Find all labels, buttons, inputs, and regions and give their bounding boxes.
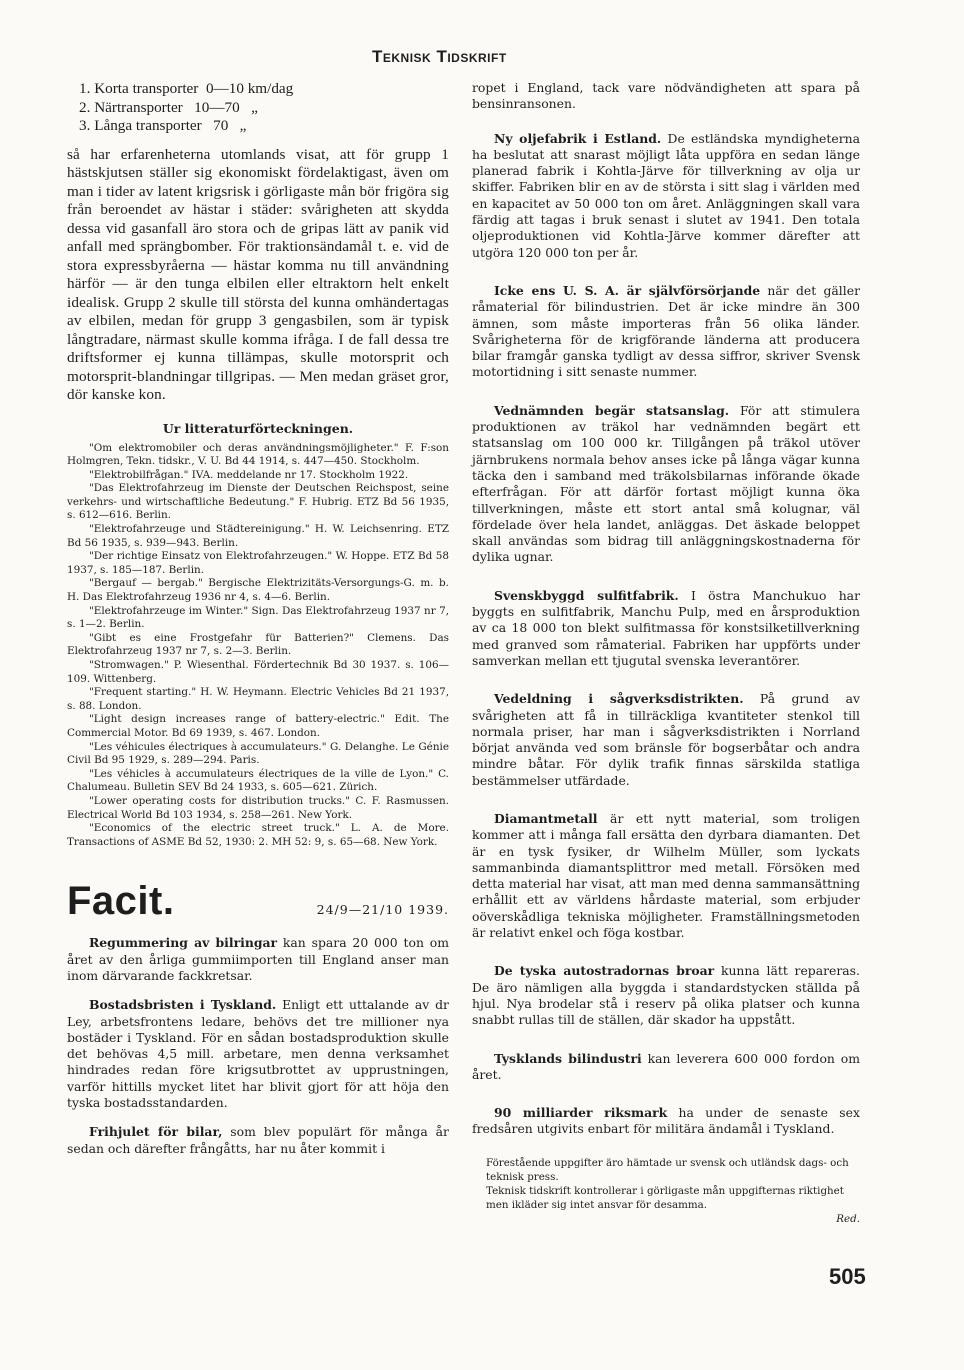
news-item-text: kan leverera 600 000 fordon om året. [472,1050,860,1082]
news-item-lead: De tyska autostradornas broar [494,963,715,979]
news-item-text: när det gäller råmaterial för bilindustrien. Det är icke mindre än 300 ämnen, som måste importeras från 56 olika länder. Svårigheterna för de krigförande länderna att producera bilar framgår ganska tydligt av dessa siffror, skriver Svensk motortidning i sitt senaste nummer. [472,282,860,380]
footnote-sources: Förestående uppgifter äro hämtade ur svensk och utländsk dags- och teknisk press. [486,1156,849,1183]
news-item-text: De estländska myndigheterna ha beslutat att snarast möjligt låta uppföra en sedan länge planerad fabrik i Kohtla-Järve för tillverkning av olja ur skiffer. Fabriken blir en av de största i sitt slag i världen med en kapacitet av 50 000 ton om året. Anläggningen skall vara färdig att tagas i bruk senast i slutet av 1941. Den totala oljeproduktionen vid Kohtla-Järve kommer därefter att utgöra 120 000 ton per år. [472,130,860,260]
news-item [67,1124,449,1157]
reference-item: "Light design increases range of battery-electric." Edit. The Commercial Motor. Bd 69 1939, s. 467. London. [67,713,449,739]
footnote-signature: Red. [836,1212,860,1225]
facit-heading-row [67,871,449,924]
news-item-text: ha under de senaste sex fredsåren utgivits enbart för militära ändamål i Tyskland. [472,1105,860,1137]
news-item-lead: Frihjulet för bilar, [89,1124,223,1140]
intro-paragraph: så har erfarenheterna utomlands visat, att för grupp 1 hästskjutsen ställer sig ekonomiskt fördelaktigast, även om man i tider av latent krigsrisk i görligaste mån bör frigöra sig från beroendet av hästar i städer: svårigheten att skydda dessa vid gasanfall äro stora och de gripas lätt av panik vid anfall med sprängbomber. För traktionsändamål t. e. vid de stora expressbyråerna — hästar komma nu till användning härför — är den tunga elbilen eller eltraktorn helt enkelt idealisk. Grupp 2 skulle till största del kunna omhändertagas av elbilen, medan för grupp 3 gengasbilen, som är typisk långtradare, närmast skulle komma ifråga. I de fall dessa tre driftsformer ej kunna tillämpas, skulle motorsprit och motorsprit-blandningar tillgripas. — Men medan gräset gror, dör kanske kon. [67,145,449,403]
news-item [472,691,860,789]
news-item-lead: Ny oljefabrik i Estland. [494,130,662,146]
reference-item: "Lower operating costs for distribution trucks." C. F. Rasmussen. Electrical World Bd 103 1934, s. 258—261. New York. [67,794,449,821]
reference-item: "Das Elektrofahrzeug im Dienste der Deutschen Reichspost, seine verkehrs- und wirtschaftliche Bedeutung." F. Hubrig. ETZ Bd 56 1935, s. 612—616. Berlin. [67,482,449,522]
news-item-lead: Diamantmetall [494,810,598,826]
news-item-text: Enligt ett uttalande av dr Ley, arbetsfrontens ledare, behövs det tre millioner nya bostäder i Tyskland. För en sådan bostadsproduktion skulle det behövas 4,5 mill. arbetare, men denna verksamhet hindrades redan före krigsutbrottet av upprustningen, varför hittills mycket litet har blivit gjort för att höja den tyska bostadsstandarden. [67,997,449,1110]
news-item-text: ropet i England, tack vare nödvändigheten att spara på bensinransonen. [472,80,860,112]
source-footnote [472,1156,860,1226]
news-item [472,963,860,1028]
transport-list-item: 3. Långa transporter 70 „ [79,117,247,134]
news-item [67,935,449,984]
news-item [472,1051,860,1084]
news-item [472,283,860,381]
news-item [67,997,449,1111]
transport-list-item: 1. Korta transporter 0—10 km/dag [79,80,294,97]
reference-item: "Der richtige Einsatz von Elektrofahrzeugen." W. Hoppe. ETZ Bd 58 1937, s. 185—187. Berlin. [67,550,449,576]
news-item-continued [472,80,860,113]
news-item-text: som blev populärt för många år sedan och därefter frångåtts, har nu åter kommit i [67,1124,449,1156]
reference-item: "Economics of the electric street truck." L. A. de More. Transactions of ASME Bd 52, 1930: 2. MH 52: 9, s. 65—68. New York. [67,822,449,848]
news-item-lead: Vedeldning i sågverksdistrikten. [494,691,744,707]
news-item [472,1105,860,1138]
reference-item: "Stromwagen." P. Wiesenthal. Fördertechnik Bd 30 1937. s. 106—109. Wittenberg. [67,659,449,685]
right-column [472,80,860,1226]
transport-list-item: 2. Närtransporter 10—70 „ [79,98,258,116]
reference-item: "Elektrofahrzeuge im Winter." Sign. Das Elektrofahrzeug 1937 nr 7, s. 1—2. Berlin. [67,604,449,631]
news-item-lead: Tysklands bilindustri [494,1050,642,1066]
reference-item: "Les véhicules électriques à accumulateurs." G. Delanghe. Le Génie Civil Bd 95 1929, s. 289—294. Paris. [67,740,449,767]
literature-heading: Ur litteraturförteckningen. [162,420,354,436]
news-item-text: kunna lätt repareras. De äro nämligen alla byggda i standardstycken ställda på hjul. Nya brodelar stå i reserv på olika platser och kunna snabbt rullas till de ställen, där skador ha uppstått. [472,963,860,1028]
reference-item: "Elektrofahrzeuge und Städtereinigung." H. W. Leichsenring. ETZ Bd 56 1935, s. 939—943. Berlin. [67,523,449,549]
news-item-text: kan spara 20 000 ton om året av den årliga gummiimporten till England anser man inom därvarande fackkretsar. [67,935,449,983]
news-item-lead: Svenskbyggd sulfitfabrik. [494,587,679,603]
reference-item: "Bergauf — bergab." Bergische Elektrizitäts-Versorgungs-G. m. b. H. Das Elektrofahrzeug 1936 nr 4, s. 4—6. Berlin. [67,577,449,604]
news-item-lead: Regummering av bilringar [89,935,278,951]
journal-header-title: Teknisk Tidskrift [372,47,507,66]
reference-item: "Elektrobilfrågan." IVA. meddelande nr 17. Stockholm 1922. [89,468,409,481]
page-number: 505 [829,1264,866,1289]
news-item [472,588,860,669]
reference-item: "Om elektromobiler och deras användningsmöjligheter." F. F:son Holmgren, Tekn. tidskr., V. U. Bd 44 1914, s. 447—450. Stockholm. [67,441,449,468]
facit-date: 24/9—21/10 1939. [316,902,449,918]
reference-item: "Gibt es eine Frostgefahr für Batterien?" Clemens. Das Elektrofahrzeug 1937 nr 7, s. 2—3. Berlin. [67,631,449,658]
news-item-lead: Vednämnden begär statsanslag. [494,402,730,418]
footnote-disclaimer: Teknisk tidskrift kontrollerar i görligaste mån uppgifternas riktighet men ikläder sig intet ansvar för desamma. [486,1184,844,1211]
news-item-lead: Icke ens U. S. A. är självförsörjande [494,282,761,298]
facit-title: Facit. [67,879,175,924]
news-item [472,403,860,566]
news-item-text: I östra Manchukuo har byggts en sulfitfabrik, Manchu Pulp, med en årsproduktion av ca 18 000 ton blekt sulfitmassa för konstsilketillverkning med granved som råmaterial. Fabriken har uppförts under samverkan mellan ett tjugutal svenska leverantörer. [472,587,860,668]
left-column [67,80,449,1170]
news-item-lead: 90 milliarder riksmark [494,1105,668,1121]
news-item-text: är ett nytt material, som troligen kommer att i många fall ersätta den dyrbara diamanten. Det är en tysk fysiker, dr Wilhelm Müller, som lyckats sammanbinda diamantsplittror med metall. Försöken med detta material har visat, att man med denna sammansättning erhållit ett av världens hårdaste material, som erbjuder oöverskådliga tekniska möjligheter. Framställningsmetoden är relativt enkel och föga kostbar. [472,810,860,941]
reference-list [67,442,449,850]
reference-item: "Les véhicles à accumulateurs électriques de la ville de Lyon." C. Chalumeau. Bulletin SEV Bd 24 1933, s. 605—621. Zürich. [67,767,449,794]
news-item-text: För att stimulera produktionen av träkol har vednämnden begärt ett statsanslag om 100 000 kr. Tillgången på träkol utöver järnbrukens normala behov anses icke på långa vägar kunna täcka den i samband med träkolsbilarnas införande ökade efterfrågan. För att därför fortast möjligt kunna öka tillverkningen, måste ett stort antal små kolugnar, väl fördelade över hela landet, anläggas. Det äskade beloppet skall användas som bidrag till anläggningskostnaderna för dylika ugnar. [472,402,860,565]
news-item-text: På grund av svårigheten att få in tillräckliga kvantiteter stenkol till normala priser, har man i sågverksdistrikten i Norrland börjat använda ved som bränsle för bogserbåtar och andra mindre båtar. För dylik trafik finnas särskilda statliga bestämmelser utfärdade. [472,691,860,788]
transport-list [79,80,449,136]
news-item [472,131,860,261]
news-item [472,811,860,941]
reference-item: "Frequent starting." H. W. Heymann. Electric Vehicles Bd 21 1937, s. 88. London. [67,686,449,712]
news-item-lead: Bostadsbristen i Tyskland. [89,997,277,1013]
